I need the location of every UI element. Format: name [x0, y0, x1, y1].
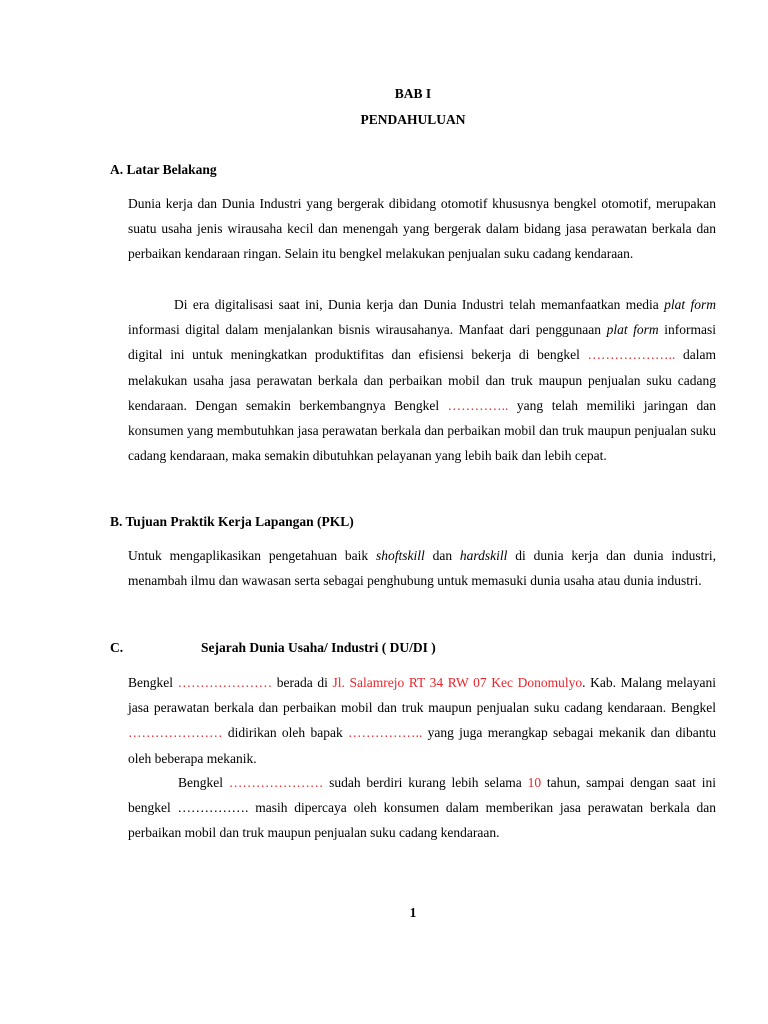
blank-placeholder: ………………..	[587, 347, 676, 363]
blank-placeholder: ……………..	[348, 725, 423, 741]
blank-placeholder: …………………	[228, 775, 324, 790]
years-value: 10	[527, 775, 542, 790]
blank-placeholder: …………….	[177, 800, 249, 816]
chapter-title: PENDAHULUAN	[360, 112, 466, 127]
emphasis-hardskill: hardskill	[459, 548, 508, 563]
section-a-paragraph-1: Dunia kerja dan Dunia Industri yang bergerak dibidang otomotif khususnya bengkel otomotif, merupakan suatu usaha jenis wirausaha kecil dan menengah yang bergerak dalam bidang jasa perawatan berkala dan perbaikan kendaraan ringan. Selain itu bengkel melakukan penjualan suku cadang kendaraan.	[128, 196, 716, 262]
emphasis-softskill: shoftskill	[376, 548, 425, 563]
page-number: 1	[409, 905, 417, 920]
section-c-label: C.	[110, 640, 124, 655]
section-b-paragraph: Untuk mengaplikasikan pengetahuan baik shoftskill dan hardskill di dunia kerja dan dunia industri, menambah ilmu dan wawasan serta sebagai penghubung untuk memasuki dunia usaha atau dunia industri.	[128, 548, 716, 589]
section-b-heading: B. Tujuan Praktik Kerja Lapangan (PKL)	[110, 514, 354, 529]
section-c-paragraph-2: Bengkel ………………… sudah berdiri kurang lebih selama 10 tahun, sampai dengan saat ini bengkel ……………. masih dipercaya oleh konsumen dalam memberikan jasa perawatan berkala dan perbaikan mobil dan truk maupun penjualan suku cadang kendaraan.	[128, 775, 716, 841]
section-a-heading: A. Latar Belakang	[110, 162, 217, 177]
address-text: Jl. Salamrejo RT 34 RW 07 Kec Donomulyo	[332, 675, 583, 690]
blank-placeholder: …………………	[177, 675, 273, 690]
chapter-number: BAB I	[394, 86, 432, 101]
section-c-paragraph-1: Bengkel ………………… berada di Jl. Salamrejo RT 34 RW 07 Kec Donomulyo. Kab. Malang melayani jasa perawatan berkala dan perbaikan mobil dan truk maupun penjualan suku cadang kendaraan. Bengkel ………………… didirikan oleh bapak …………….. yang juga merangkap sebagai mekanik dan dibantu oleh beberapa mekanik.	[128, 675, 716, 766]
blank-placeholder: …………..	[447, 397, 509, 413]
emphasis-plat-form: plat form	[606, 322, 659, 338]
section-a-paragraph-2: Di era digitalisasi saat ini, Dunia kerja dan Dunia Industri telah memanfaatkan media plat form informasi digital dalam menjalankan bisnis wirausahanya. Manfaat dari penggunaan plat form informasi digital ini untuk meningkatkan produktifitas dan efisiensi bekerja di bengkel ……………….. dalam melakukan usaha jasa perawatan berkala dan perbaikan mobil dan truk maupun penjualan suku cadang kendaraan. Dengan semakin berkembangnya Bengkel ………….. yang telah memiliki jaringan dan konsumen yang membutuhkan jasa perawatan berkala dan perbaikan mobil dan truk maupun penjualan suku cadang kendaraan, maka semakin dibutuhkan pelayanan yang lebih baik dan lebih cepat.	[128, 297, 716, 464]
section-c-heading: Sejarah Dunia Usaha/ Industri ( DU/DI )	[201, 640, 436, 655]
emphasis-plat-form: plat form	[664, 297, 716, 312]
blank-placeholder: …………………	[128, 725, 223, 741]
